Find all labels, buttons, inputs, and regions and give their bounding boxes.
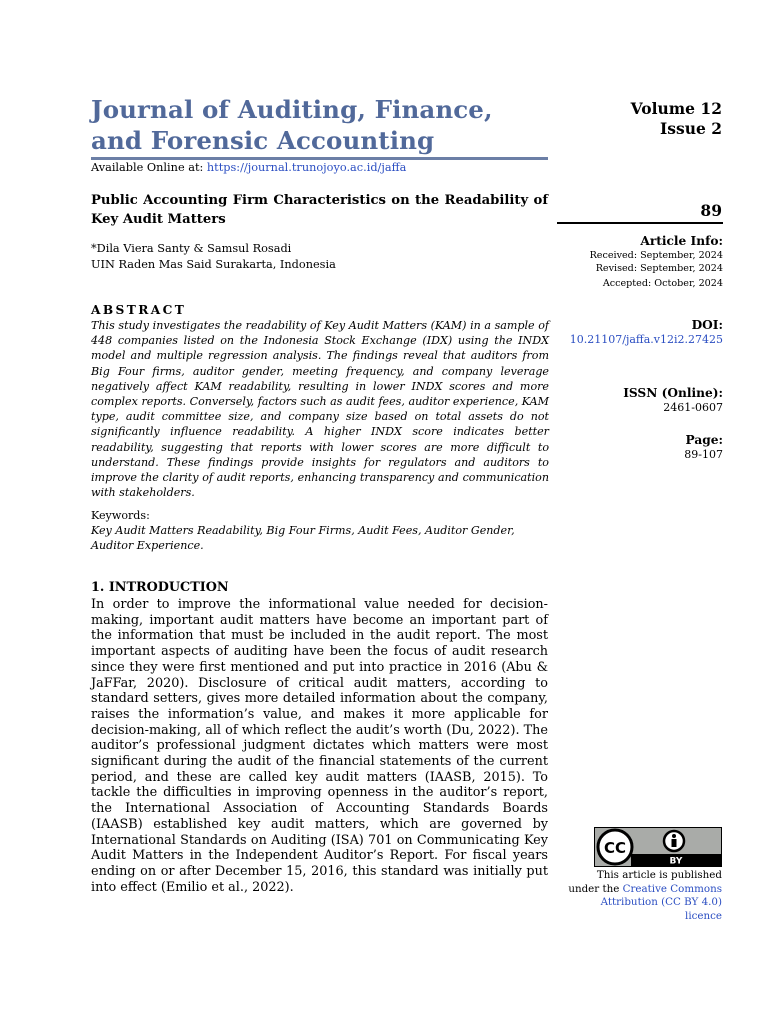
sidebar-divider [557, 222, 723, 224]
license-link[interactable]: Creative Commons Attribution (CC BY 4.0) licence [600, 882, 722, 922]
volume-label: Volume 12 [630, 99, 722, 118]
volume-issue [560, 99, 722, 139]
doi-link[interactable]: 10.21107/jaffa.v12i2.27425 [569, 333, 723, 346]
license-note [568, 869, 722, 923]
issn-value: 2461-0607 [663, 401, 723, 414]
keywords-text: Key Audit Matters Readability, Big Four Firms, Audit Fees, Auditor Gender, Auditor Experience. [91, 524, 515, 553]
issn-heading: ISSN (Online): [623, 386, 723, 400]
received-date: Received: September, 2024 [589, 250, 723, 261]
page-heading: Page: [685, 433, 723, 447]
page-range-block [558, 433, 723, 462]
page-number: 89 [700, 201, 722, 220]
article-info [558, 234, 723, 290]
abstract-heading: ABSTRACT [91, 303, 187, 317]
journal-url-link[interactable]: https://journal.trunojoyo.ac.id/jaffa [206, 161, 407, 174]
affiliation: UIN Raden Mas Said Surakarta, Indonesia [91, 258, 336, 271]
license-note-text: This article is published under the [568, 869, 722, 895]
article-info-heading: Article Info: [640, 234, 723, 248]
page-range: 89-107 [684, 448, 723, 461]
by-badge-text: BY [669, 856, 683, 866]
availability-line [91, 161, 406, 175]
introduction-heading: 1. INTRODUCTION [91, 580, 229, 595]
authors: *Dila Viera Santy & Samsul Rosadi [91, 242, 292, 255]
keywords-heading: Keywords: [91, 509, 150, 522]
author-block [91, 241, 336, 273]
accepted-date: Accepted: October, 2024 [602, 278, 723, 289]
doi-heading: DOI: [691, 318, 723, 332]
title-divider [91, 157, 548, 160]
article-title: Public Accounting Firm Characteristics on the Readability of Key Audit Matters [91, 193, 548, 227]
issue-label: Issue 2 [659, 119, 722, 138]
abstract-text: This study investigates the readability of Key Audit Matters (KAM) in a sample of 448 companies listed on the Indonesia Stock Exchange (IDX) using the INDX model and multiple regression analysis. The findings reveal that auditors from Big Four firms, auditor gender, meeting frequency, and company leverage negatively affect KAM readability, resulting in lower INDX scores and more complex reports. Conversely, factors such as audit fees, auditor experience, KAM type, audit committee size, and company size based on total assets do not significantly influence readability. A higher INDX score indicates better readability, suggesting that reports with lower scores are more difficult to understand. These findings provide insights for regulators and auditors to improve the clarity of audit reports, enhancing transparency and communication with stakeholders. [91, 319, 549, 500]
cc-by-badge[interactable] [594, 827, 722, 867]
doi-block [558, 318, 723, 347]
journal-title: Journal of Auditing, Finance, and Forensic Accounting [91, 95, 493, 155]
revised-date: Revised: September, 2024 [595, 263, 723, 274]
cc-badge-text: CC [603, 839, 627, 857]
cc-by-logo [595, 828, 721, 866]
available-label: Available Online at: [91, 161, 204, 174]
issn-block [558, 386, 723, 415]
introduction-text: In order to improve the informational value needed for decision-making, important audit matters have become an important part of the information that must be included in the audit report. The most important aspects of auditing have been the focus of audit research since they were first mentioned and put into practice in 2016 (Abu & JaFFar, 2020). Disclosure of critical audit matters, according to standard setters, gives more detailed information about the company, raises the information’s value, and makes it more applicable for decision-making, all of which reflect the audit’s worth (Du, 2022). The auditor’s professional judgment dictates which matters were most significant during the audit of the financial statements of the current period, and these are called key audit matters (IAASB, 2015). To tackle the difficulties in improving openness in the auditor’s report, the International Association of Accounting Standards Boards (IAASB) established key audit matters, which are governed by International Standards on Auditing (ISA) 701 on Communicating Key Audit Matters in the Independent Auditor’s Report. For fiscal years ending on or after December 15, 2016, this standard was initially put into effect (Emilio et al., 2022). [91, 597, 548, 895]
